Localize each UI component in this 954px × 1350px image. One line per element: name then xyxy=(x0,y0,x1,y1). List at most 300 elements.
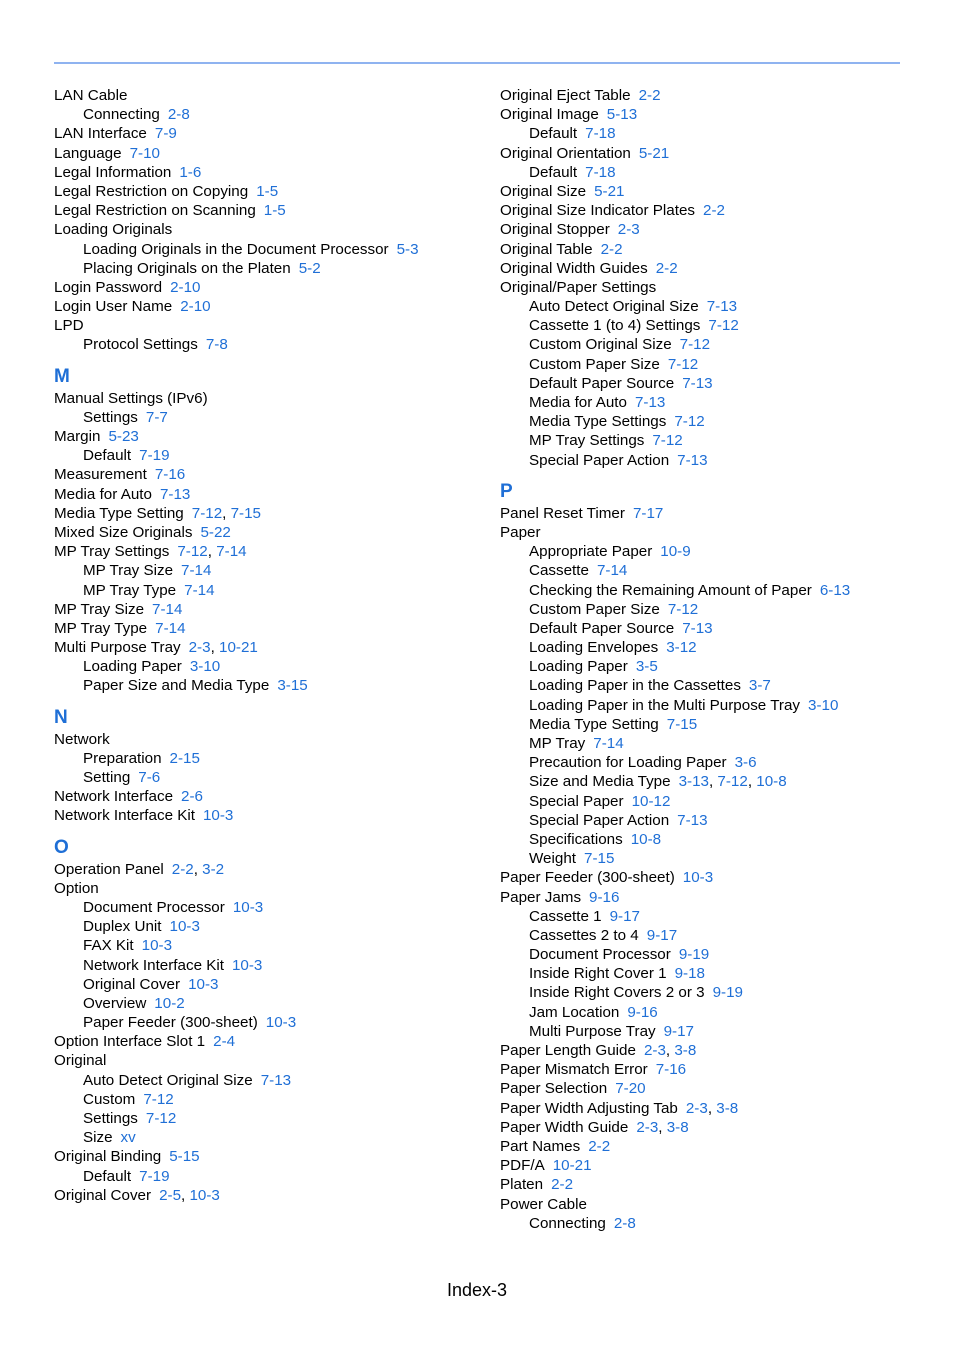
page-refs xyxy=(261,1072,291,1089)
entry-term: Mixed Size Originals xyxy=(54,523,193,541)
page-refs xyxy=(713,984,743,1001)
index-entry xyxy=(54,163,474,182)
index-entry xyxy=(54,806,474,825)
index-subentry xyxy=(54,676,474,695)
page-ref-link[interactable]: 3-10 xyxy=(808,696,839,714)
entry-term: Original Eject Table xyxy=(500,87,631,104)
page-refs xyxy=(639,87,661,104)
entry-term: Special Paper xyxy=(529,792,624,810)
page-ref-link[interactable]: 7-14 xyxy=(181,562,212,580)
entry-term: Cassette 1 xyxy=(529,907,602,925)
index-column-left xyxy=(54,86,474,1205)
entry-term: MP Tray xyxy=(529,735,586,752)
page-refs xyxy=(139,447,169,464)
index-entry xyxy=(500,1041,920,1060)
entry-term: Settings xyxy=(83,408,138,426)
index-entry xyxy=(54,600,474,619)
page-refs xyxy=(256,183,278,200)
page-ref-link[interactable]: 10-3 xyxy=(231,956,263,974)
page-ref-link[interactable]: 7-13 xyxy=(677,451,708,469)
page-ref-link[interactable]: 3-5 xyxy=(635,658,658,676)
page-ref-link[interactable]: 7-13 xyxy=(260,1071,292,1089)
page-ref-link[interactable]: 9-19 xyxy=(678,946,710,964)
page-ref-link[interactable]: 7-14 xyxy=(152,600,183,618)
page-ref-link[interactable]: 7-13 xyxy=(634,394,666,411)
page-ref-link[interactable]: 3-8 xyxy=(716,1099,739,1117)
page-ref-link[interactable]: 7-18 xyxy=(585,125,616,143)
page-ref-link[interactable]: 7-13 xyxy=(682,619,713,637)
index-subentry xyxy=(500,1003,920,1022)
page-ref-link[interactable]: 2-2 xyxy=(703,202,725,220)
entry-term: Multi Purpose Tray xyxy=(54,639,181,657)
page-ref-link[interactable]: 7-12 xyxy=(679,336,711,354)
index-subentry xyxy=(500,657,920,676)
page-ref-link[interactable]: 5-22 xyxy=(200,523,231,541)
index-entry xyxy=(500,1099,920,1118)
page-ref-link[interactable]: 10-3 xyxy=(188,975,219,993)
page-refs xyxy=(155,620,185,637)
entry-term: MP Tray Size xyxy=(83,562,174,580)
entry-term: Original Orientation xyxy=(500,144,631,162)
page-ref-link[interactable]: 7-9 xyxy=(154,125,177,143)
page-ref-link[interactable]: 7-12 xyxy=(177,543,208,561)
page-ref-link[interactable]: 2-3 xyxy=(636,1118,659,1136)
index-entry xyxy=(500,1060,920,1079)
index-subentry xyxy=(500,696,920,715)
page-refs xyxy=(594,183,624,200)
index-subentry xyxy=(54,936,474,955)
index-entry xyxy=(54,144,474,163)
page-refs xyxy=(159,1187,220,1204)
page-refs xyxy=(233,899,263,916)
page-ref-link[interactable]: 7-20 xyxy=(615,1080,646,1098)
index-entry xyxy=(500,888,920,907)
page-ref-link[interactable]: 2-10 xyxy=(170,278,201,296)
page-ref-link[interactable]: 2-3 xyxy=(617,221,640,239)
page-refs xyxy=(213,1033,235,1050)
page-refs xyxy=(181,788,203,805)
index-subentry xyxy=(54,335,474,354)
entry-term: Media Type Settings xyxy=(529,413,667,431)
page-ref-link[interactable]: 7-13 xyxy=(159,485,191,503)
page-refs xyxy=(679,946,709,963)
page-refs xyxy=(146,1110,176,1127)
page-ref-link[interactable]: 10-21 xyxy=(219,639,258,657)
page-refs xyxy=(203,807,233,824)
page-ref-link[interactable]: 7-16 xyxy=(154,466,186,484)
page-refs xyxy=(160,486,190,503)
page-ref-link[interactable]: 7-12 xyxy=(717,773,748,791)
index-entry xyxy=(54,523,474,542)
entry-term: Loading Envelopes xyxy=(529,639,659,657)
index-subentry xyxy=(500,926,920,945)
page-refs xyxy=(206,336,228,353)
page-ref-link[interactable]: 2-5 xyxy=(159,1186,182,1204)
page-refs xyxy=(168,106,190,123)
page-ref-link[interactable]: 7-19 xyxy=(139,447,170,465)
page-ref-link[interactable]: 9-16 xyxy=(627,1003,658,1021)
index-subentry xyxy=(500,676,920,695)
page-ref-link[interactable]: 7-10 xyxy=(129,144,160,162)
page-refs xyxy=(192,505,261,522)
index-subentry xyxy=(54,105,474,124)
index-subentry xyxy=(54,898,474,917)
page-ref-link[interactable]: 7-14 xyxy=(216,543,247,561)
page-ref-link[interactable]: 5-2 xyxy=(298,259,321,277)
entry-term: Cassettes 2 to 4 xyxy=(529,926,639,944)
page-ref-link[interactable]: 5-13 xyxy=(606,106,638,124)
index-subentry xyxy=(54,994,474,1013)
page-refs xyxy=(675,965,705,982)
page-ref-link[interactable]: 7-12 xyxy=(667,600,699,618)
page-refs xyxy=(180,298,210,315)
index-subentry xyxy=(500,581,920,600)
page-ref-link[interactable]: 9-17 xyxy=(663,1022,695,1040)
page-ref-link[interactable]: 7-12 xyxy=(674,413,705,431)
ref-separator: , xyxy=(181,1186,190,1204)
page-ref-link[interactable]: 2-2 xyxy=(600,240,623,258)
page-ref-link[interactable]: 9-18 xyxy=(674,965,706,983)
page-refs xyxy=(656,260,678,277)
index-subentry xyxy=(500,561,920,580)
page-refs xyxy=(146,409,168,426)
page-ref-link[interactable]: 10-8 xyxy=(630,830,662,848)
index-subentry xyxy=(54,1090,474,1109)
entry-term: Original Stopper xyxy=(500,221,610,239)
page-ref-link[interactable]: 7-18 xyxy=(585,163,616,181)
page-ref-link[interactable]: 5-21 xyxy=(594,182,625,200)
entry-term: Auto Detect Original Size xyxy=(83,1071,253,1089)
entry-term: Paper Width Guide xyxy=(500,1118,629,1136)
page-refs xyxy=(686,1100,738,1117)
page-ref-link[interactable]: 2-2 xyxy=(551,1176,574,1194)
entry-term: Loading Paper xyxy=(83,658,182,676)
page-refs xyxy=(707,298,737,315)
page-ref-link[interactable]: 9-17 xyxy=(609,907,641,925)
entry-term: Original Cover xyxy=(54,1186,152,1204)
page-refs xyxy=(299,260,321,277)
page-ref-link[interactable]: 7-14 xyxy=(184,581,215,599)
entry-term: FAX Kit xyxy=(83,937,134,955)
page-ref-link[interactable]: 10-9 xyxy=(660,543,691,561)
page-ref-link[interactable]: 10-3 xyxy=(682,869,714,887)
index-entry xyxy=(500,220,920,239)
page-ref-link[interactable]: 10-3 xyxy=(169,918,200,936)
page-ref-link[interactable]: 5-15 xyxy=(169,1148,200,1166)
index-subentry xyxy=(500,542,920,561)
index-entry xyxy=(54,1032,474,1051)
index-entry xyxy=(54,201,474,220)
index-subentry xyxy=(500,163,920,182)
index-subentry xyxy=(500,600,920,619)
page-refs xyxy=(139,1168,169,1185)
index-entry xyxy=(500,259,920,278)
entry-term: MP Tray Settings xyxy=(54,543,170,561)
index-entry xyxy=(500,201,920,220)
index-subentry xyxy=(500,297,920,316)
page-refs xyxy=(130,145,160,162)
page-ref-link[interactable]: 5-21 xyxy=(638,144,670,162)
index-subentry xyxy=(500,393,920,412)
entry-term: Loading Paper in the Cassettes xyxy=(529,677,741,695)
page-ref-link[interactable]: 7-13 xyxy=(706,298,738,316)
page-refs xyxy=(142,937,172,954)
page-refs xyxy=(143,1091,173,1108)
index-subentry xyxy=(500,715,920,734)
page-ref-link[interactable]: 3-15 xyxy=(277,677,308,695)
entry-term: Media for Auto xyxy=(529,394,627,411)
page-refs xyxy=(108,428,138,445)
index-entry xyxy=(54,1147,474,1166)
page-ref-link[interactable]: 5-3 xyxy=(396,240,419,258)
index-subentry xyxy=(54,240,474,259)
page-refs xyxy=(138,769,160,786)
index-subentry xyxy=(500,638,920,657)
entry-term: Default xyxy=(83,447,132,465)
entry-term: Default xyxy=(529,163,578,181)
entry-term: Cassette xyxy=(529,562,589,580)
page-ref-link[interactable]: 7-12 xyxy=(708,317,739,335)
header-rule xyxy=(54,62,900,64)
page-refs xyxy=(584,850,614,867)
page-refs xyxy=(553,1157,592,1174)
page-ref-link[interactable]: 9-17 xyxy=(646,926,678,944)
page-ref-link[interactable]: 7-7 xyxy=(145,408,168,426)
page-number: Index-3 xyxy=(446,1280,508,1300)
page-ref-link[interactable]: 7-15 xyxy=(230,504,262,522)
page-ref-link[interactable]: 10-12 xyxy=(631,792,671,810)
page-refs xyxy=(264,202,286,219)
index-entry xyxy=(54,278,474,297)
page-ref-link[interactable]: 7-14 xyxy=(596,562,628,580)
index-entry xyxy=(54,1051,474,1070)
page-ref-link[interactable]: 2-8 xyxy=(167,106,190,124)
index-entry xyxy=(54,465,474,484)
entry-term: Jam Location xyxy=(529,1003,620,1021)
index-entry xyxy=(54,297,474,316)
page-refs xyxy=(636,1119,688,1136)
page-ref-link[interactable]: 3-2 xyxy=(202,860,225,878)
page-refs xyxy=(631,831,661,848)
entry-term: Original Size Indicator Plates xyxy=(500,202,695,220)
section-letter-p: P xyxy=(500,480,513,502)
page-refs xyxy=(680,336,710,353)
page-ref-link[interactable]: 3-6 xyxy=(734,754,757,772)
page-ref-link[interactable]: 10-8 xyxy=(756,773,787,791)
page-ref-link[interactable]: 10-2 xyxy=(154,994,185,1012)
page-refs xyxy=(170,279,200,296)
page-ref-link[interactable]: 7-16 xyxy=(655,1061,687,1079)
index-entry xyxy=(500,144,920,163)
page-ref-link[interactable]: 10-3 xyxy=(265,1014,297,1032)
entry-term: Weight xyxy=(529,850,576,868)
page-ref-link[interactable]: 2-15 xyxy=(169,749,200,767)
page-ref-link[interactable]: 9-16 xyxy=(589,888,620,906)
entry-term: Connecting xyxy=(529,1214,606,1232)
page-refs xyxy=(190,658,220,675)
index-subentry xyxy=(500,316,920,335)
page-ref-link[interactable]: 2-2 xyxy=(171,860,194,878)
page-ref-link[interactable]: 7-17 xyxy=(632,504,664,522)
page-ref-link[interactable]: 2-8 xyxy=(613,1214,636,1232)
page-refs xyxy=(172,861,224,878)
entry-term: Size and Media Type xyxy=(529,773,671,791)
index-entry xyxy=(54,182,474,201)
page-refs xyxy=(607,106,637,123)
entry-term: Login User Name xyxy=(54,298,173,316)
page-ref-link[interactable]: xv xyxy=(120,1129,136,1147)
index-subentry xyxy=(500,772,920,791)
page-ref-link[interactable]: 7-15 xyxy=(666,715,698,733)
page-ref-link[interactable]: 3-10 xyxy=(189,658,221,676)
page-ref-link[interactable]: 7-12 xyxy=(145,1110,177,1127)
page-refs xyxy=(652,432,682,449)
page-ref-link[interactable]: 7-12 xyxy=(191,504,223,522)
entry-term: Original Table xyxy=(500,240,593,258)
index-column-right xyxy=(500,86,920,1233)
page-refs xyxy=(808,697,838,714)
page-refs xyxy=(677,452,707,469)
page-ref-link[interactable]: 3-8 xyxy=(666,1118,689,1136)
index-subentry xyxy=(500,374,920,393)
entry-term: Setting xyxy=(83,769,131,786)
entry-term: Option xyxy=(54,879,99,897)
page-ref-link[interactable]: 7-13 xyxy=(677,811,708,829)
index-entry xyxy=(500,868,920,887)
page-ref-link[interactable]: 10-3 xyxy=(202,807,234,825)
entry-term: Auto Detect Original Size xyxy=(529,298,699,316)
index-subentry xyxy=(500,1022,920,1041)
entry-term: Precaution for Loading Paper xyxy=(529,754,727,772)
page-ref-link[interactable]: 5-23 xyxy=(108,428,139,445)
index-subentry xyxy=(500,849,920,868)
entry-term: MP Tray Type xyxy=(54,619,148,637)
index-entry xyxy=(54,485,474,504)
page-ref-link[interactable]: 7-14 xyxy=(593,735,624,752)
page-refs xyxy=(184,582,214,599)
index-subentry xyxy=(500,792,920,811)
page-ref-link[interactable]: 2-3 xyxy=(188,639,211,657)
page-ref-link[interactable]: 7-12 xyxy=(667,355,699,373)
entry-term: Login Password xyxy=(54,278,163,296)
page-ref-link[interactable]: 3-13 xyxy=(678,773,709,791)
page-ref-link[interactable]: 2-2 xyxy=(638,87,661,104)
entry-term: Appropriate Paper xyxy=(529,543,653,561)
entry-term: Checking the Remaining Amount of Paper xyxy=(529,581,812,599)
ref-separator: , xyxy=(210,639,220,657)
index-subentry xyxy=(54,581,474,600)
page-ref-link[interactable]: 2-4 xyxy=(213,1033,236,1051)
page-ref-link[interactable]: 2-3 xyxy=(685,1099,708,1117)
ref-separator: , xyxy=(665,1042,675,1059)
index-entry xyxy=(500,504,920,523)
page-ref-link[interactable]: 7-14 xyxy=(155,619,186,637)
index-entry xyxy=(500,278,920,297)
page-ref-link[interactable]: 9-19 xyxy=(712,984,743,1002)
index-subentry xyxy=(54,446,474,465)
entry-term: LPD xyxy=(54,317,84,335)
page-refs xyxy=(627,1004,657,1021)
entry-term: Measurement xyxy=(54,466,147,484)
page-refs xyxy=(679,773,787,790)
page-ref-link[interactable]: 3-12 xyxy=(666,639,697,657)
page-refs xyxy=(551,1176,573,1193)
entry-term: Media Type Setting xyxy=(529,715,659,733)
entry-term: Original xyxy=(54,1052,107,1070)
page-ref-link[interactable]: 7-8 xyxy=(205,336,228,354)
page-ref-link[interactable]: 7-6 xyxy=(138,769,161,786)
ref-separator: , xyxy=(707,1099,717,1117)
entry-term: Loading Paper in the Multi Purpose Tray xyxy=(529,696,801,714)
index-entry xyxy=(54,1186,474,1205)
entry-term: Media for Auto xyxy=(54,485,152,503)
entry-term: Inside Right Cover 1 xyxy=(529,965,667,983)
page-ref-link[interactable]: 7-19 xyxy=(139,1167,170,1185)
page-ref-link[interactable]: 2-6 xyxy=(181,788,203,806)
entry-term: Power Cable xyxy=(500,1195,587,1213)
page-ref-link[interactable]: 7-15 xyxy=(584,850,615,868)
page-ref-link[interactable]: 2-10 xyxy=(180,298,211,316)
page-refs xyxy=(635,394,665,411)
page-ref-link[interactable]: 3-8 xyxy=(674,1042,697,1059)
page-ref-link[interactable]: 2-3 xyxy=(643,1042,666,1059)
entry-term: Duplex Unit xyxy=(83,918,162,936)
page-ref-link[interactable]: 10-3 xyxy=(232,898,264,916)
page-refs xyxy=(585,125,615,142)
page-refs xyxy=(397,241,419,258)
index-subentry xyxy=(500,619,920,638)
section-letter-n: N xyxy=(54,706,68,728)
page-ref-link[interactable]: 1-6 xyxy=(179,163,202,181)
page-ref-link[interactable]: 10-3 xyxy=(189,1186,220,1204)
entry-term: Inside Right Covers 2 or 3 xyxy=(529,984,705,1002)
index-subentry xyxy=(500,964,920,983)
page-ref-link[interactable]: 1-5 xyxy=(256,182,279,200)
index-subentry xyxy=(54,408,474,427)
entry-term: MP Tray Type xyxy=(83,581,177,599)
page-ref-link[interactable]: 6-13 xyxy=(819,581,851,599)
entry-term: Original Size xyxy=(500,182,587,200)
ref-separator: , xyxy=(747,773,757,791)
page-ref-link[interactable]: 1-5 xyxy=(263,202,286,220)
index-subentry xyxy=(500,945,920,964)
page-refs xyxy=(277,677,307,694)
index-subentry xyxy=(54,1167,474,1186)
page-ref-link[interactable]: 7-12 xyxy=(143,1090,174,1108)
page-ref-link[interactable]: 3-7 xyxy=(748,677,771,695)
page-refs xyxy=(154,995,184,1012)
page-refs xyxy=(188,976,218,993)
entry-term: Default Paper Source xyxy=(529,619,675,637)
entry-term: Protocol Settings xyxy=(83,336,198,354)
entry-term: PDF/A xyxy=(500,1157,545,1175)
entry-term: Placing Originals on the Platen xyxy=(83,259,291,277)
page-ref-link[interactable]: 10-3 xyxy=(141,937,173,955)
page-refs xyxy=(589,889,619,906)
entry-term: Custom Original Size xyxy=(529,336,672,354)
page-ref-link[interactable]: 10-21 xyxy=(552,1157,592,1175)
page-ref-link[interactable]: 7-13 xyxy=(682,374,713,392)
index-subentry xyxy=(500,734,920,753)
entry-term: Connecting xyxy=(83,106,160,124)
page-ref-link[interactable]: 2-2 xyxy=(655,259,678,277)
page-ref-link[interactable]: 7-12 xyxy=(652,432,683,450)
entry-term: Legal Restriction on Scanning xyxy=(54,202,256,220)
page-ref-link[interactable]: 2-2 xyxy=(588,1137,611,1155)
page-refs xyxy=(177,543,246,560)
page-refs xyxy=(170,750,200,767)
entry-term: Original Image xyxy=(500,106,599,124)
